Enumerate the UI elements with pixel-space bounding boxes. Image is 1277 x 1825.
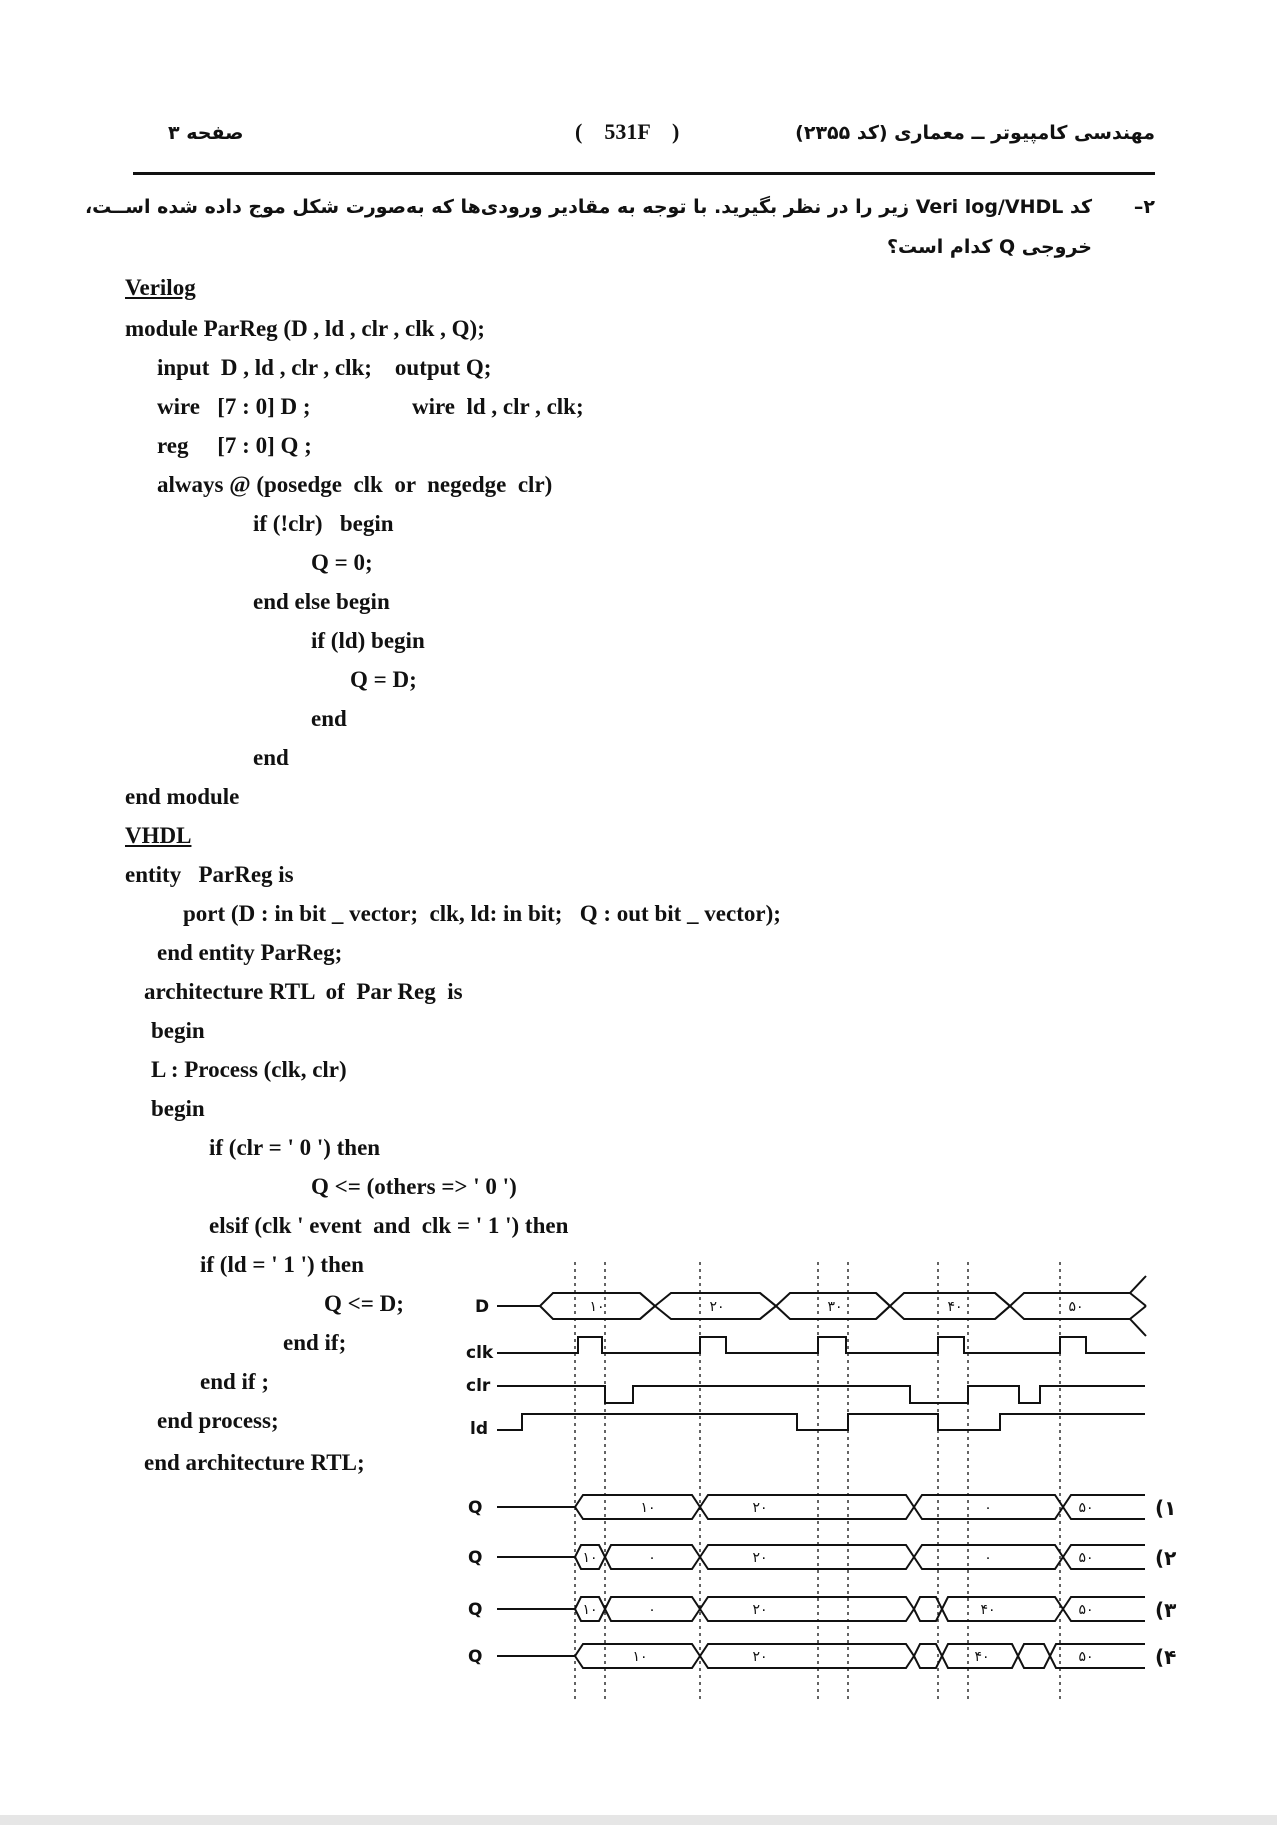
option-3-value: ۴۰ [980, 1602, 996, 1618]
code-line: end process; [157, 1408, 279, 1433]
option-4-value: ۲۰ [752, 1649, 768, 1665]
option-2-value: ۵۰ [1078, 1550, 1094, 1566]
d-value-1: ۱۰ [589, 1299, 605, 1315]
code-line: Q = D; [350, 667, 417, 692]
code-line: if (ld) begin [311, 628, 425, 653]
code-line: Q <= D; [324, 1291, 404, 1316]
option-2-value: ۲۰ [752, 1550, 768, 1566]
code-line: end [253, 745, 289, 770]
code-line: if (ld = ' 1 ') then [200, 1252, 364, 1277]
code-line: input D , ld , clr , clk; output Q; [157, 355, 492, 380]
code-line: end [311, 706, 347, 731]
option-3-value: ۰ [648, 1602, 656, 1618]
timing-guides [575, 1262, 1060, 1700]
option-1-value: ۱۰ [640, 1500, 656, 1516]
option-1-value: ۰ [984, 1500, 992, 1516]
option-2-value: ۰ [648, 1550, 656, 1566]
code-line: end architecture RTL; [144, 1450, 365, 1475]
code-line: end module [125, 784, 240, 809]
code-line: L : Process (clk, clr) [151, 1057, 347, 1082]
option-number-3: (۳ [1155, 1598, 1177, 1622]
option-number-4: (۴ [1155, 1645, 1177, 1669]
code-line: end if ; [200, 1369, 269, 1394]
option-3-value: ۵۰ [1078, 1602, 1094, 1618]
course-title: مهندسی کامپیوتر ــ معماری (کد ۲۳۵۵) [795, 122, 1155, 144]
signal-label-clk: clk [466, 1343, 494, 1363]
option-2-q-label: Q [468, 1548, 483, 1568]
page-bottom-edge [0, 1815, 1277, 1825]
option-3-value: ۲۰ [752, 1602, 768, 1618]
ld-waveform [497, 1414, 1145, 1430]
option-2-value: ۱۰ [582, 1550, 598, 1566]
question-text-line1: کد Veri log/VHDL زیر را در نظر بگیرید. با توجه به مقادیر ورودی‌ها که به‌صورت شکل موج داده شده اســت، [84, 196, 1092, 218]
code-line: module ParReg (D , ld , clr , clk , Q); [125, 316, 485, 341]
code-line: begin [151, 1018, 205, 1043]
d-value-2: ۲۰ [709, 1299, 725, 1315]
exam-code: ( 531F ) [575, 119, 680, 144]
option-1-waveform [497, 1495, 1145, 1519]
code-line: Q <= (others => ' 0 ') [311, 1174, 517, 1199]
code-line: entity ParReg is [125, 862, 294, 887]
code-line: end else begin [253, 589, 390, 614]
code-line: port (D : in bit _ vector; clk, ld: in bit; Q : out bit _ vector); [183, 901, 781, 926]
option-2-value: ۰ [984, 1550, 992, 1566]
code-line: if (!clr) begin [253, 511, 394, 536]
question-number: ۲– [1133, 196, 1155, 218]
code-line: end if; [283, 1330, 347, 1355]
option-3-q-label: Q [468, 1600, 483, 1620]
option-4-q-label: Q [468, 1647, 483, 1667]
option-4-value: ۵۰ [1078, 1649, 1094, 1665]
d-value-3: ۳۰ [827, 1299, 843, 1315]
option-3-value: ۱۰ [582, 1602, 598, 1618]
option-4-value: ۱۰ [632, 1649, 648, 1665]
option-4-waveform [497, 1644, 1145, 1668]
code-line: begin [151, 1096, 205, 1121]
clr-waveform [497, 1386, 1145, 1403]
vhdl-title: VHDL [125, 823, 192, 848]
option-number-1: (۱ [1155, 1496, 1177, 1520]
d-value-4: ۴۰ [947, 1299, 963, 1315]
code-line: reg [7 : 0] Q ; [157, 433, 312, 458]
code-line: always @ (posedge clk or negedge clr) [157, 472, 553, 497]
code-line: end entity ParReg; [157, 940, 343, 965]
option-4-value: ۴۰ [974, 1649, 990, 1665]
option-1-value: ۲۰ [752, 1500, 768, 1516]
option-1-q-label: Q [468, 1498, 483, 1518]
signal-label-d: D [475, 1297, 490, 1317]
code-line: Q = 0; [311, 550, 373, 575]
page-number: صفحه ۳ [168, 122, 244, 144]
option-1-value: ۵۰ [1078, 1500, 1094, 1516]
option-number-2: (۲ [1155, 1546, 1177, 1570]
d-value-5: ۵۰ [1068, 1299, 1084, 1315]
verilog-title: Verilog [125, 275, 196, 300]
question-text-line2: خروجی Q کدام است؟ [886, 236, 1092, 258]
code-line: architecture RTL of Par Reg is [144, 979, 463, 1004]
code-line: wire [7 : 0] D ; [157, 394, 311, 419]
signal-label-ld: ld [470, 1419, 488, 1439]
code-line: elsif (clk ' event and clk = ' 1 ') then [209, 1213, 569, 1238]
signal-label-clr: clr [466, 1376, 491, 1396]
code-line: wire ld , clr , clk; [412, 394, 584, 419]
clk-waveform [497, 1337, 1145, 1353]
code-line: if (clr = ' 0 ') then [209, 1135, 381, 1160]
